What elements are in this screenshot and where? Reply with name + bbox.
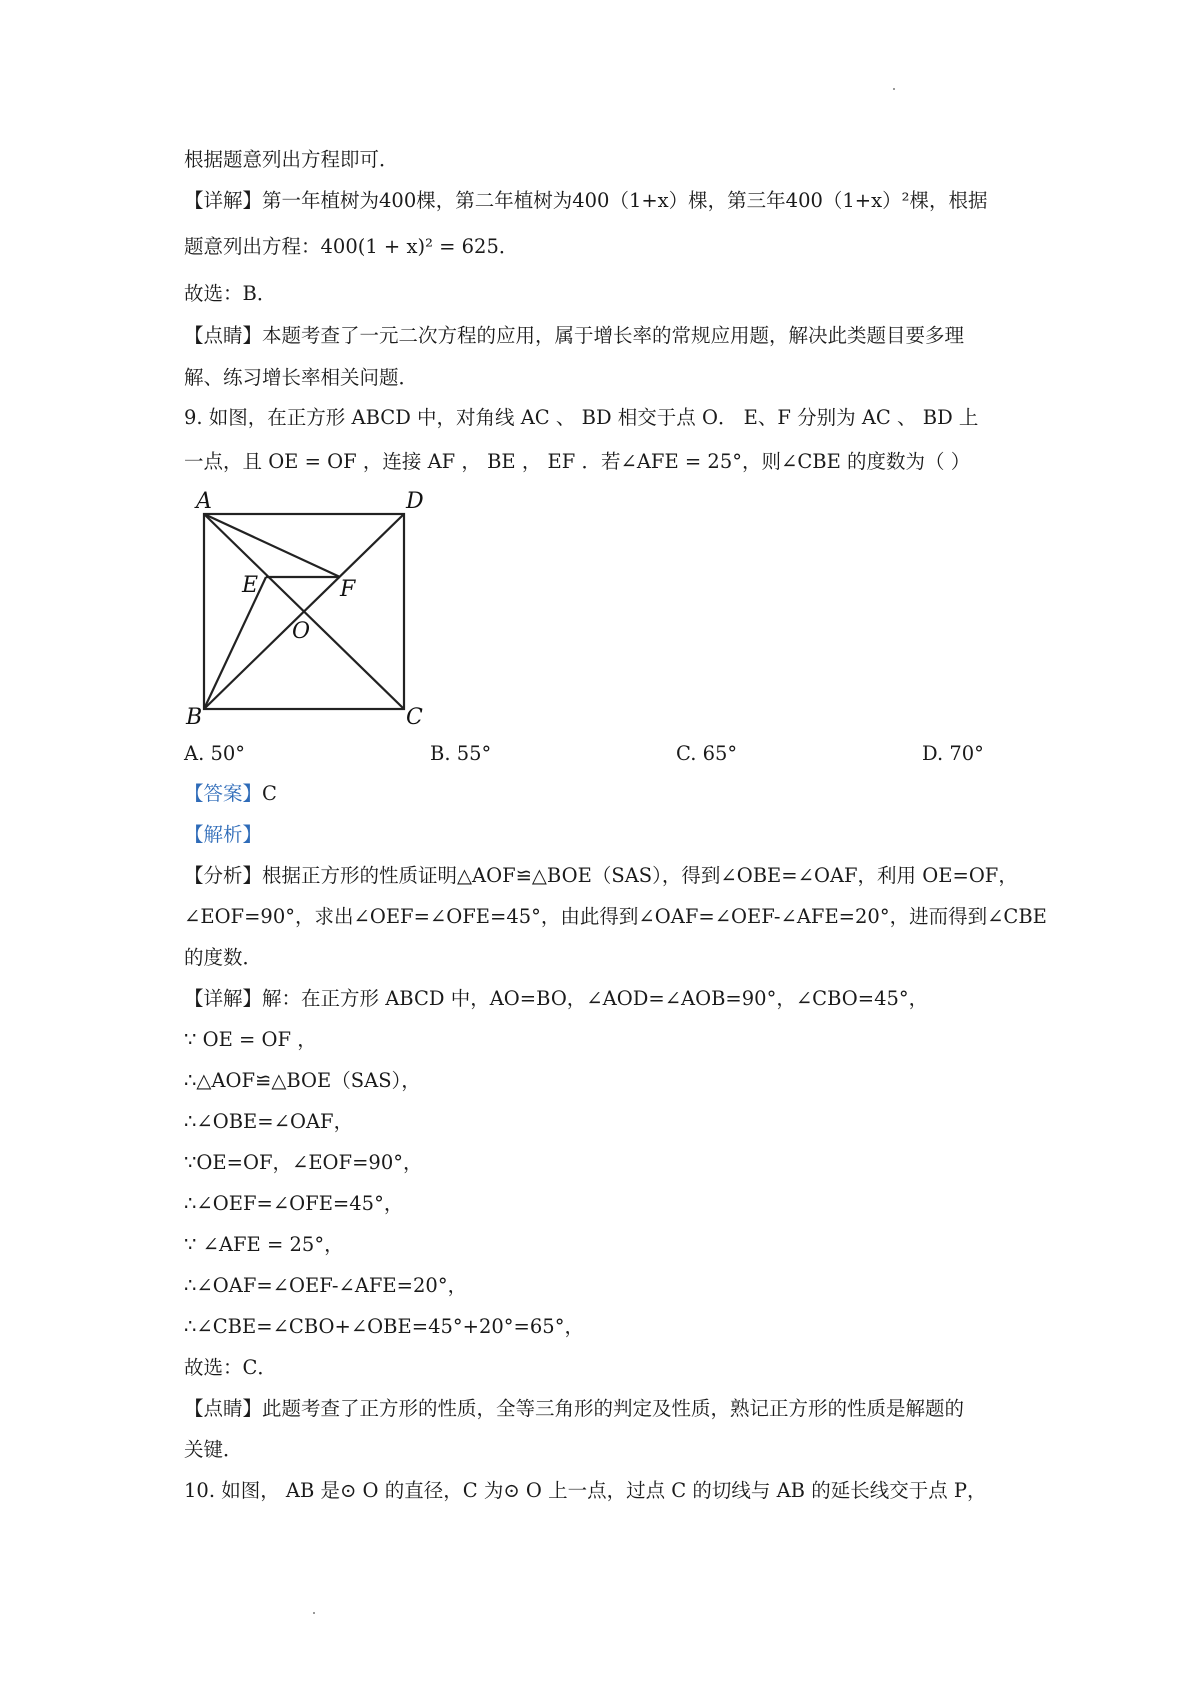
text-line: 根据题意列出方程即可． <box>184 148 399 171</box>
answer-line <box>184 780 1044 808</box>
segment-af <box>204 514 340 577</box>
question-9-line-1: 9. 如图，在正方形 ABCD 中，对角线 AC 、 BD 相交于点 O． E、F 分别为 AC 、 BD 上 <box>184 406 979 429</box>
label-b: B <box>186 705 203 728</box>
answer-value: C <box>262 782 277 805</box>
option-c: C. 65° <box>676 742 738 765</box>
solution-line: 的度数． <box>184 946 263 969</box>
equation-line: 题意列出方程：400(1 + x)² = 625． <box>184 235 519 258</box>
solution-line: ∴△AOF≌△BOE（SAS）， <box>184 1069 421 1092</box>
solution-line: ∵ OE = OF ， <box>184 1028 317 1051</box>
text-line: 【点睛】本题考查了一元二次方程的应用，属于增长率的常规应用题，解决此类题目要多理 <box>184 324 965 347</box>
solution-line: 【点睛】此题考查了正方形的性质，全等三角形的判定及性质，熟记正方形的性质是解题的 <box>184 1397 965 1420</box>
solution-line: 【分析】根据正方形的性质证明△AOF≌△BOE（SAS），得到∠OBE=∠OAF，利用 OE=OF， <box>184 864 1018 887</box>
option-d: D. 70° <box>922 742 984 765</box>
label-a: A <box>196 489 212 514</box>
label-d: D <box>406 489 424 514</box>
solution-line: 关键． <box>184 1438 243 1461</box>
question-9-line-2: 一点，且 OE = OF ，连接 AF ， BE ， EF ．若∠AFE = 25°，则∠CBE 的度数为（ ） <box>184 450 971 473</box>
solution-line: 故选：C． <box>184 1356 277 1379</box>
solution-line: ∴∠OEF=∠OFE=45°， <box>184 1192 404 1215</box>
option-a: A. 50° <box>184 742 246 765</box>
text-line: 故选：B． <box>184 282 277 305</box>
answer-tag: 【答案】 <box>184 782 263 805</box>
scan-dot <box>893 88 895 90</box>
label-c: C <box>406 705 423 728</box>
square-figure <box>180 488 440 728</box>
text-line: 解、练习增长率相关问题． <box>184 366 419 389</box>
label-f: F <box>340 577 356 602</box>
question-10-line-1: 10. 如图， AB 是⊙ O 的直径，C 为⊙ O 上一点，过点 C 的切线与 AB 的延长线交于点 P， <box>184 1479 987 1502</box>
label-e: E <box>242 573 259 598</box>
scan-dot <box>313 1612 315 1614</box>
label-o: O <box>292 619 311 644</box>
solution-line: ∵ ∠AFE = 25°， <box>184 1233 344 1256</box>
solution-line: ∴∠OAF=∠OEF-∠AFE=20°， <box>184 1274 468 1297</box>
analysis-tag: 【解析】 <box>184 823 263 846</box>
solution-line: ∴∠CBE=∠CBO+∠OBE=45°+20°=65°， <box>184 1315 584 1338</box>
solution-line: ∴∠OBE=∠OAF， <box>184 1110 354 1133</box>
solution-line: ∵OE=OF，∠EOF=90°， <box>184 1151 423 1174</box>
solution-line: 【详解】解：在正方形 ABCD 中，AO=BO，∠AOD=∠AOB=90°，∠CBO=45°， <box>184 987 929 1010</box>
solution-line: ∠EOF=90°，求出∠OEF=∠OFE=45°，由此得到∠OAF=∠OEF-∠AFE=20°，进而得到∠CBE <box>184 905 1047 928</box>
text-line: 【详解】第一年植树为400棵，第二年植树为400（1+x）棵，第三年400（1+x）²棵，根据 <box>184 189 988 212</box>
option-b: B. 55° <box>430 742 492 765</box>
